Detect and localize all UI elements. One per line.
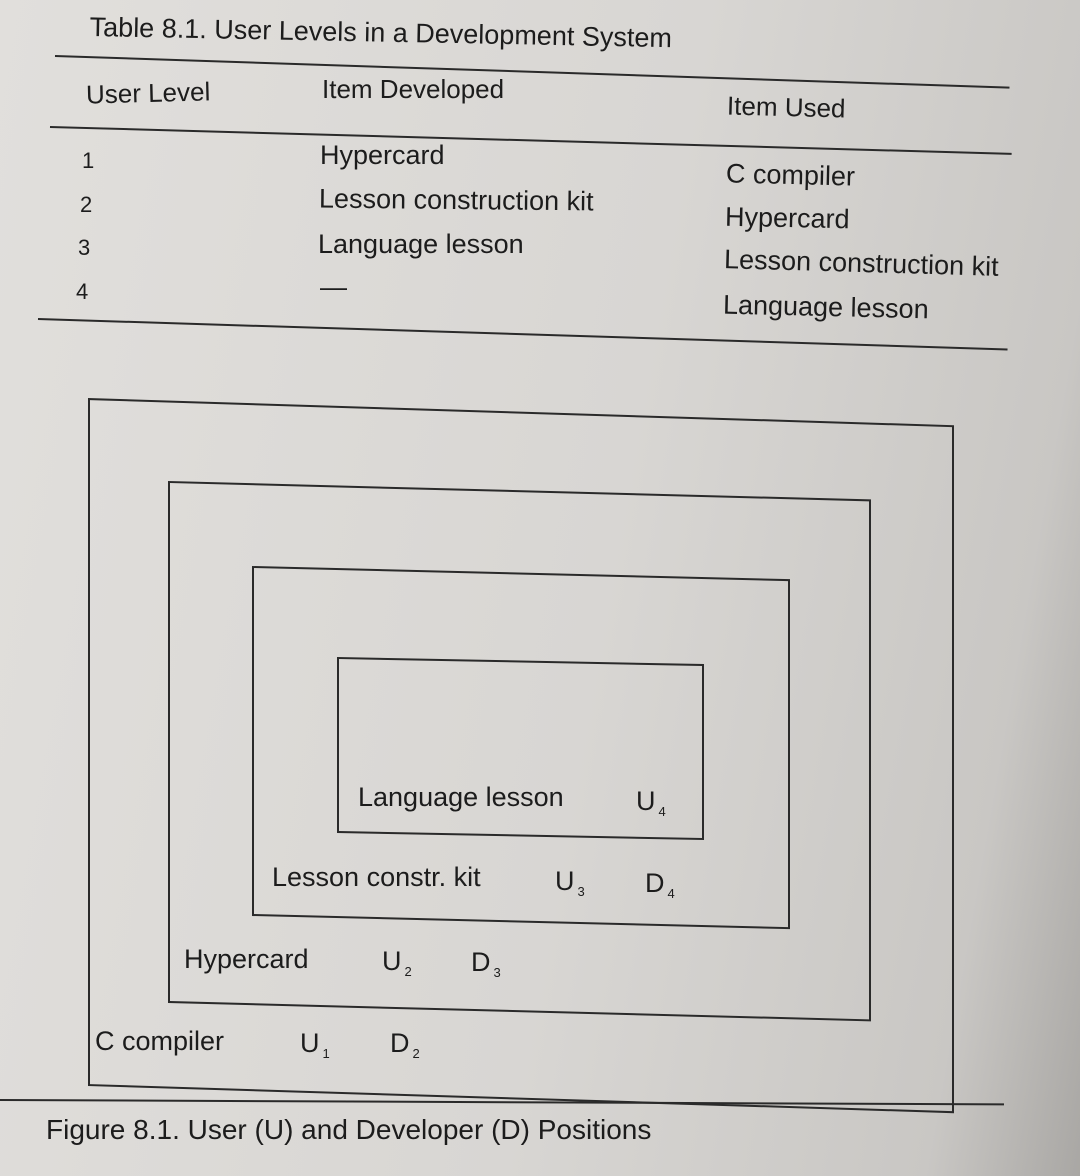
row-1-developed: Hypercard [320, 140, 445, 170]
box-label-lesson-constr-kit: Lesson constr. kit [272, 862, 481, 892]
box-label-hypercard: Hypercard [184, 944, 309, 974]
row-2-developed: Lesson construction kit [318, 183, 594, 217]
header-item-used: Item Used [726, 90, 846, 124]
row-2-level: 2 [80, 192, 93, 217]
header-item-developed: Item Developed [322, 74, 505, 104]
developer-symbol-3: D $_3$ [471, 947, 501, 980]
user-symbol-3: U $_3$ [555, 866, 585, 899]
developer-symbol-4: D $_4$ [645, 868, 675, 901]
row-2-used: Hypercard [724, 201, 850, 235]
row-4-level: 4 [76, 279, 89, 304]
row-3-developed: Language lesson [318, 229, 524, 259]
header-user-level: User Level [85, 76, 211, 110]
box-label-language-lesson: Language lesson [358, 782, 564, 812]
user-symbol-2: U $_2$ [382, 946, 412, 979]
row-4-developed: — [320, 272, 347, 302]
row-4-used: Language lesson [722, 289, 930, 325]
row-3-level: 3 [78, 235, 91, 260]
row-3-used: Lesson construction kit [723, 244, 1000, 282]
user-symbol-1: U $_1$ [300, 1028, 330, 1061]
developer-symbol-2: D $_2$ [390, 1028, 420, 1061]
row-1-level: 1 [82, 148, 95, 173]
user-symbol-4: U $_4$ [636, 786, 666, 819]
row-1-used: C compiler [725, 158, 856, 192]
figure-caption: Figure 8.1. User (U) and Developer (D) Positions [46, 1114, 652, 1145]
box-label-c-compiler: C compiler [95, 1026, 225, 1056]
table-title: Table 8.1. User Levels in a Development System [89, 12, 673, 54]
table-header-rule [50, 126, 1012, 155]
